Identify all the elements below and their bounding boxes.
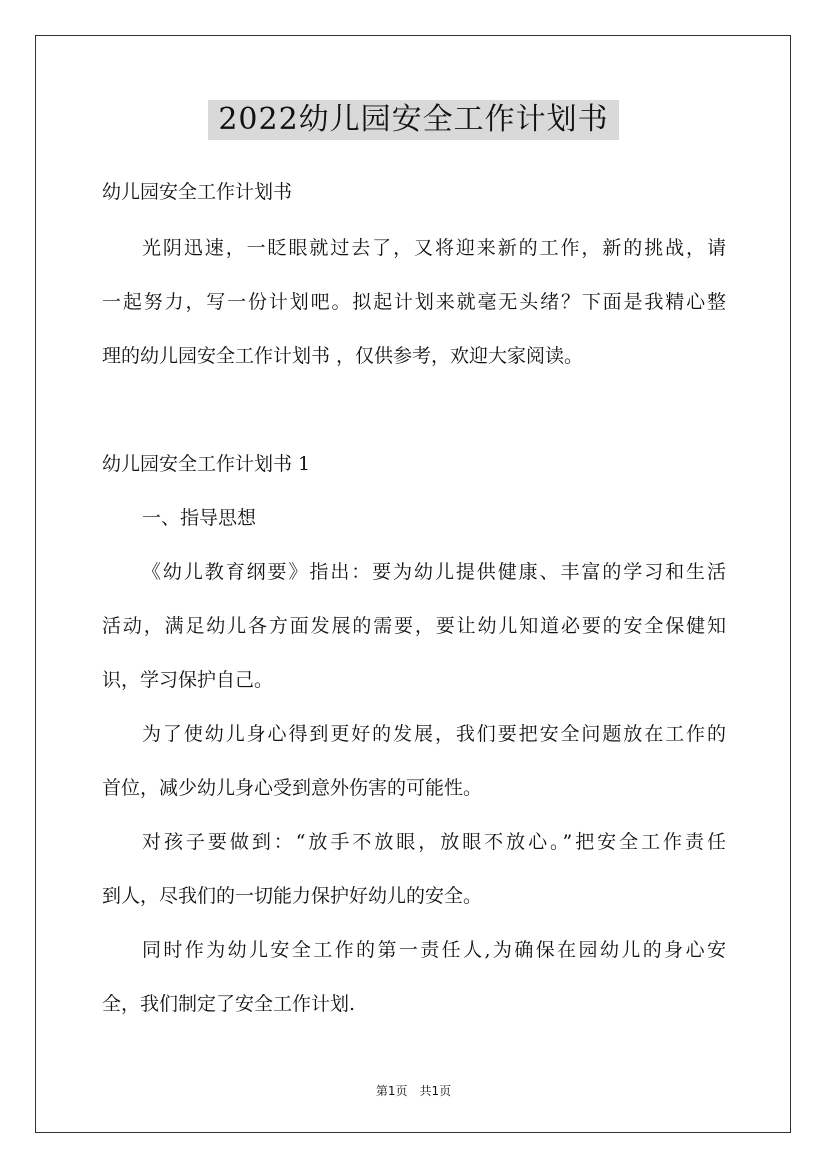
para1-line-2: 活动，满足幼儿各方面发展的需要，要让幼儿知道必要的安全保健知 [102,615,726,637]
intro-line-1: 光阴迅速，一眨眼就过去了，又将迎来新的工作，新的挑战，请 [142,237,726,259]
para3-line-1: 对孩子要做到：“放手不放眼，放眼不放心。”把安全工作责任 [142,831,726,853]
section-point: 一、指导思想 [142,507,257,529]
para2-line-2: 首位，减少幼儿身心受到意外伤害的可能性。 [102,777,483,799]
para4-line-1: 同时作为幼儿安全工作的第一责任人,为确保在园幼儿的身心安 [142,939,726,961]
section-heading: 幼儿园安全工作计划书 1 [102,453,311,475]
para4-line-2: 全，我们制定了安全工作计划. [102,993,356,1015]
subtitle: 幼儿园安全工作计划书 [102,181,293,203]
intro-line-3: 理的幼儿园安全工作计划书 ，仅供参考，欢迎大家阅读。 [102,345,584,367]
document-title: 2022幼儿园安全工作计划书 [208,100,618,140]
para1-line-1: 《幼儿教育纲要》指出：要为幼儿提供健康、丰富的学习和生活 [142,561,726,583]
para3-line-2: 到人，尽我们的一切能力保护好幼儿的安全。 [102,885,483,907]
para1-line-3: 识，学习保护自己。 [102,669,274,691]
page-number: 第1页 共1页 [375,1084,452,1098]
page-footer [0,1082,827,1099]
para2-line-1: 为了使幼儿身心得到更好的发展，我们要把安全问题放在工作的 [142,723,726,745]
intro-line-2: 一起努力，写一份计划吧。拟起计划来就毫无头绪？下面是我精心整 [102,291,726,313]
document-title-block [0,100,827,140]
